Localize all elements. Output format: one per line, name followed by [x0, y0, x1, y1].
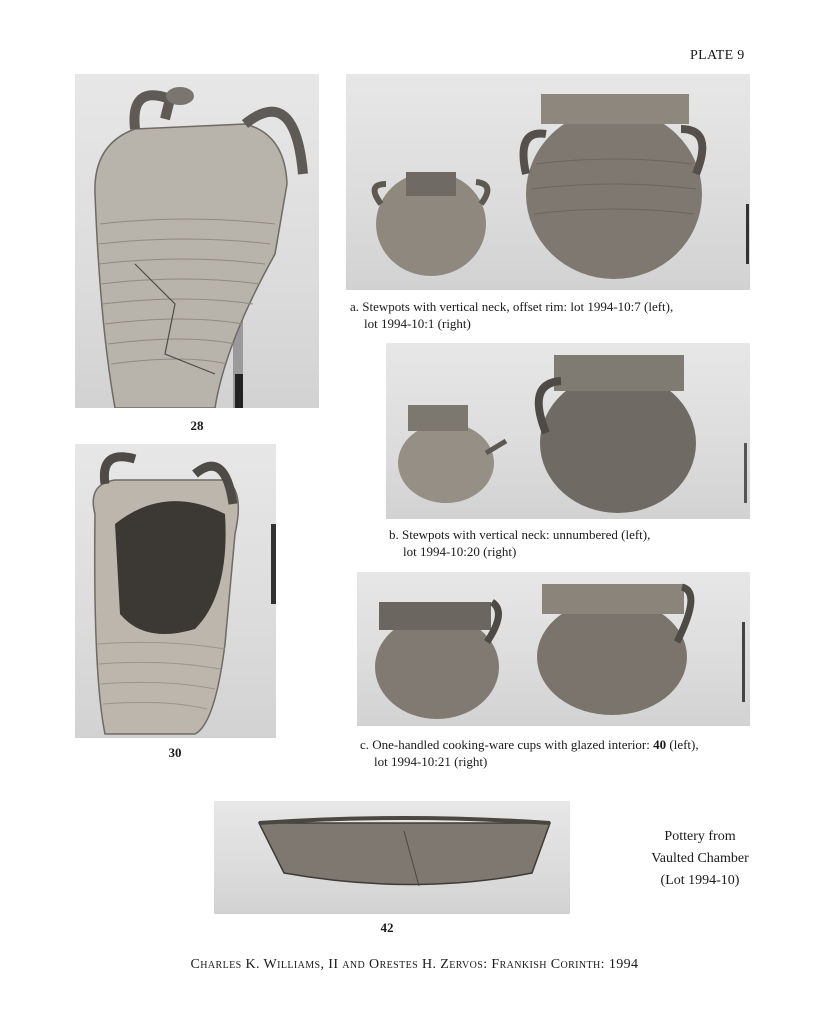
photo-stewpots-b: [386, 343, 750, 519]
caption-c-text: c. One-handled cooking-ware cups with glazed interior:: [360, 737, 654, 752]
caption-c-line2: lot 1994-10:21 (right): [374, 754, 488, 769]
caption-c-position: (left),: [666, 737, 699, 752]
caption-c-line1: [360, 736, 750, 753]
caption-b-line1: b. Stewpots with vertical neck: unnumbered (left),: [389, 527, 651, 542]
photo-amphora-30: [75, 444, 276, 738]
plate-label: PLATE 9: [690, 48, 745, 63]
caption-a: [350, 298, 750, 332]
caption-a-line2: lot 1994-10:1 (right): [364, 316, 471, 331]
caption-a-line1: a. Stewpots with vertical neck, offset rim: lot 1994-10:7 (left),: [350, 299, 674, 314]
figure-number-30: 30: [168, 745, 182, 760]
caption-b: [389, 526, 749, 560]
figure-number-28: 28: [190, 418, 204, 433]
page-footer: Charles K. Williams, II and Orestes H. Zervos: Frankish Corinth: 1994: [190, 957, 639, 972]
caption-c-catalog-number: 40: [653, 737, 667, 752]
plate-description-line1: Pottery from: [664, 829, 736, 844]
photo-bowl-42: [214, 801, 570, 914]
photo-stewpots-a: [346, 74, 750, 290]
photo-cups-c: [357, 572, 750, 726]
caption-b-line2: lot 1994-10:20 (right): [403, 544, 517, 559]
photo-amphora-28: [75, 74, 319, 408]
plate-description-line3: (Lot 1994-10): [660, 873, 740, 888]
caption-c: [360, 736, 750, 770]
figure-number-42: 42: [380, 920, 394, 935]
plate-description: [635, 826, 765, 892]
plate-description-line2: Vaulted Chamber: [651, 851, 749, 866]
